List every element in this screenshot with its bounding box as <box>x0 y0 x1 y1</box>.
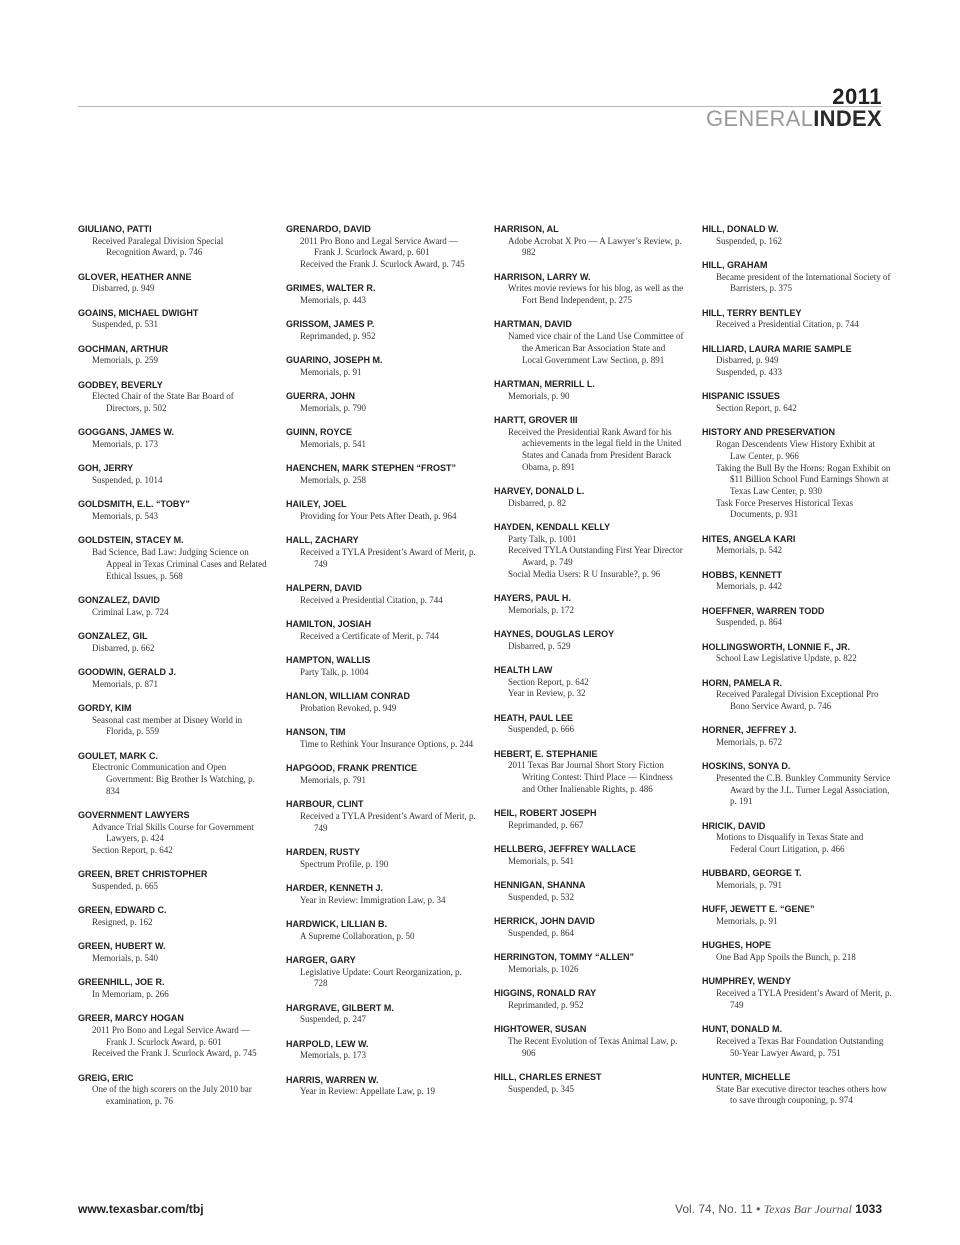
entry-reference: Suspended, p. 247 <box>300 1014 366 1025</box>
index-entry <box>78 499 268 522</box>
entry-name: HARDWICK, LILLIAN B. <box>286 918 387 929</box>
entry-reference: Section Report, p. 642 <box>716 403 797 414</box>
entry-name: HOEFFNER, WARREN TODD <box>702 605 825 616</box>
entry-name: GREEN, HUBERT W. <box>78 941 166 952</box>
index-entry <box>494 593 684 616</box>
entry-reference: Disbarred, p. 949 <box>716 355 779 366</box>
entry-reference: Bad Science, Bad Law: Judging Science on Appeal in Texas Criminal Cases and Related Ethical Issues, p. 568 <box>92 547 267 581</box>
index-entry <box>702 868 892 891</box>
entry-reference: Received TYLA Outstanding First Year Director Award, p. 749 <box>508 545 683 568</box>
entry-reference: Year in Review: Immigration Law, p. 34 <box>300 894 446 905</box>
index-entry <box>78 535 268 582</box>
index-entry <box>702 260 892 295</box>
entry-reference: Criminal Law, p. 724 <box>92 606 169 617</box>
index-entry <box>286 463 476 486</box>
index-entry <box>78 344 268 367</box>
index-entry <box>286 583 476 606</box>
index-entry <box>286 691 476 714</box>
entry-reference: Party Talk, p. 1004 <box>300 666 369 677</box>
entry-name: HAMPTON, WALLIS <box>286 655 371 666</box>
index-entry <box>78 272 268 295</box>
entry-name: HAYNES, DOUGLAS LEROY <box>494 629 615 640</box>
index-entry <box>702 1024 892 1059</box>
index-entry <box>286 535 476 570</box>
entry-name: GREEN, EDWARD C. <box>78 905 167 916</box>
index-entry <box>286 319 476 342</box>
index-entry <box>286 224 476 271</box>
entry-reference: Memorials, p. 542 <box>716 545 782 556</box>
entry-reference: Social Media Users: R U Insurable?, p. 96 <box>508 568 661 579</box>
entry-reference: 2011 Pro Bono and Legal Service Award — Frank J. Scurlock Award, p. 601 <box>92 1025 251 1047</box>
entry-reference: Memorials, p. 91 <box>716 916 778 927</box>
entry-reference: Time to Rethink Your Insurance Options, p. 244 <box>300 738 474 749</box>
index-column-2 <box>286 224 476 1111</box>
footer-url[interactable]: www.texasbar.com/tbj <box>78 1202 204 1216</box>
index-entry <box>78 595 268 618</box>
entry-reference: A Supreme Collaboration, p. 50 <box>300 930 415 941</box>
entry-name: HILL, DONALD W. <box>702 224 779 234</box>
entry-name: HUNT, DONALD M. <box>702 1024 782 1035</box>
entry-name: HILLIARD, LAURA MARIE SAMPLE <box>702 343 852 354</box>
index-entry <box>494 415 684 474</box>
index-entry <box>286 655 476 678</box>
index-entry <box>702 606 892 629</box>
entry-reference: Suspended, p. 665 <box>92 881 158 892</box>
entry-name: HARTT, GROVER III <box>494 414 578 425</box>
entry-reference: Memorials, p. 672 <box>716 737 782 748</box>
index-entry <box>702 725 892 748</box>
entry-reference: The Recent Evolution of Texas Animal Law, p. 906 <box>508 1035 678 1058</box>
index-entry <box>494 808 684 831</box>
entry-name: HARTMAN, DAVID <box>494 319 572 330</box>
entry-reference: Received Paralegal Division Special Recognition Award, p. 746 <box>92 235 224 258</box>
entry-name: GUARINO, JOSEPH M. <box>286 355 383 366</box>
entry-reference: 2011 Texas Bar Journal Short Story Fiction Writing Contest: Third Place — Kindness and Other Inalienable Rights, p. 486 <box>508 760 673 794</box>
entry-reference: Memorials, p. 543 <box>92 511 158 522</box>
index-entry <box>494 486 684 509</box>
index-entry <box>78 427 268 450</box>
entry-reference: Taking the Bull By the Horns: Rogan Exhibit on $11 Billion School Fund Earnings Shown at Texas Law Center, p. 930 <box>716 462 891 496</box>
entry-reference: School Law Legislative Update, p. 822 <box>716 653 857 664</box>
index-entry <box>494 713 684 736</box>
entry-name: HAMILTON, JOSIAH <box>286 619 372 630</box>
index-entry <box>494 1072 684 1095</box>
index-entry <box>702 821 892 856</box>
entry-reference: Presented the C.B. Bunkley Community Service Award by the J.L. Turner Legal Association, p. 191 <box>716 773 891 807</box>
entry-reference: Spectrum Profile, p. 190 <box>300 858 389 869</box>
index-entry <box>702 976 892 1011</box>
entry-name: HAYERS, PAUL H. <box>494 593 571 604</box>
entry-reference: In Memoriam, p. 266 <box>92 989 169 1000</box>
entry-reference: Received the Frank J. Scurlock Award, p. 745 <box>92 1048 257 1059</box>
entry-reference: One Bad App Spoils the Bunch, p. 218 <box>716 952 856 963</box>
entry-reference: Disbarred, p. 82 <box>508 497 566 508</box>
entry-name: GREENHILL, JOE R. <box>78 977 165 988</box>
index-entry <box>286 1039 476 1062</box>
index-entry <box>78 1013 268 1060</box>
entry-name: GORDY, KIM <box>78 702 132 713</box>
entry-reference: Reprimanded, p. 952 <box>300 331 376 342</box>
index-entry <box>494 844 684 867</box>
entry-reference: Received a TYLA President’s Award of Merit, p. 749 <box>300 810 476 833</box>
entry-reference: Electronic Communication and Open Government: Big Brother Is Watching, p. 834 <box>92 762 255 796</box>
entry-reference: Memorials, p. 258 <box>300 475 366 486</box>
index-entry <box>494 952 684 975</box>
entry-name: GOODWIN, GERALD J. <box>78 666 177 677</box>
entry-reference: Received a TYLA President’s Award of Merit, p. 749 <box>300 547 476 569</box>
index-entry <box>286 883 476 906</box>
entry-name: HALPERN, DAVID <box>286 583 362 594</box>
entry-reference: Disbarred, p. 529 <box>508 640 571 651</box>
entry-reference: 2011 Pro Bono and Legal Service Award — Frank J. Scurlock Award, p. 601 <box>300 235 459 258</box>
index-entry <box>702 427 892 521</box>
entry-name: HEATH, PAUL LEE <box>494 712 574 723</box>
entry-name: HORNER, JEFFREY J. <box>702 725 797 736</box>
index-entry <box>494 629 684 652</box>
entry-name: HARRIS, WARREN W. <box>286 1074 379 1085</box>
entry-name: HORN, PAMELA R. <box>702 677 782 688</box>
entry-name: HARRISON, LARRY W. <box>494 271 591 282</box>
index-entry <box>78 810 268 857</box>
entry-reference: Suspended, p. 666 <box>508 724 574 735</box>
index-entry <box>286 919 476 942</box>
index-entry <box>702 1072 892 1107</box>
entry-reference: Memorials, p. 791 <box>716 880 782 891</box>
entry-reference: Resigned, p. 162 <box>92 917 153 928</box>
entry-name: HIGHTOWER, SUSAN <box>494 1024 587 1035</box>
entry-reference: State Bar executive director teaches others how to save through couponing, p. 974 <box>716 1083 887 1106</box>
index-entry <box>286 619 476 642</box>
entry-reference: Received a Texas Bar Foundation Outstanding 50-Year Lawyer Award, p. 751 <box>716 1035 884 1058</box>
entry-name: GODBEY, BEVERLY <box>78 379 163 390</box>
entry-name: HUBBARD, GEORGE T. <box>702 868 802 879</box>
entry-reference: Received Paralegal Division Exceptional Pro Bono Service Award, p. 746 <box>716 689 879 712</box>
index-entry <box>702 344 892 379</box>
index-entry <box>78 869 268 892</box>
entry-reference: Motions to Disqualify in Texas State and Federal Court Litigation, p. 466 <box>716 832 864 855</box>
entry-reference: Memorials, p. 91 <box>300 367 362 378</box>
entry-name: GOLDSMITH, E.L. “TOBY” <box>78 499 190 510</box>
index-entry <box>494 1024 684 1059</box>
entry-reference: Legislative Update: Court Reorganization, p. 728 <box>300 966 462 989</box>
entry-name: HARVEY, DONALD L. <box>494 485 585 496</box>
index-entry <box>494 522 684 581</box>
entry-name: HISPANIC ISSUES <box>702 391 780 402</box>
entry-name: HITES, ANGELA KARI <box>702 533 796 544</box>
entry-reference: Probation Revoked, p. 949 <box>300 702 397 713</box>
entry-name: HANLON, WILLIAM CONRAD <box>286 691 410 702</box>
entry-reference: Adobe Acrobat X Pro — A Lawyer’s Review, p. 982 <box>508 235 682 258</box>
entry-reference: Suspended, p. 864 <box>508 927 574 938</box>
entry-reference: Rogan Descendents View History Exhibit at Law Center, p. 966 <box>716 439 876 461</box>
index-entry <box>702 534 892 557</box>
entry-name: GUERRA, JOHN <box>286 391 356 402</box>
title-bold: INDEX <box>813 106 882 131</box>
index-title <box>706 106 882 132</box>
entry-reference: One of the high scorers on the July 2010 bar examination, p. 76 <box>92 1084 252 1107</box>
entry-name: HARGRAVE, GILBERT M. <box>286 1002 394 1013</box>
entry-name: GREIG, ERIC <box>78 1072 134 1083</box>
entry-reference: Suspended, p. 162 <box>716 235 782 246</box>
entry-name: HUFF, JEWETT E. “GENE” <box>702 904 815 915</box>
index-entry <box>702 940 892 963</box>
index-entry <box>78 941 268 964</box>
entry-name: GREEN, BRET CHRISTOPHER <box>78 869 208 880</box>
entry-reference: Memorials, p. 173 <box>300 1050 366 1061</box>
entry-name: GOGGANS, JAMES W. <box>78 427 175 438</box>
index-entry <box>78 977 268 1000</box>
index-entry <box>494 224 684 259</box>
index-entry <box>286 847 476 870</box>
entry-name: HAYDEN, KENDALL KELLY <box>494 521 611 532</box>
entry-reference: Memorials, p. 871 <box>92 678 158 689</box>
entry-reference: Received a TYLA President’s Award of Merit, p. 749 <box>716 988 892 1010</box>
index-entry <box>286 1003 476 1026</box>
entry-reference: Writes movie reviews for his blog, as well as the Fort Bend Independent, p. 275 <box>508 283 684 306</box>
entry-reference: Section Report, p. 642 <box>508 676 589 687</box>
index-entry <box>286 391 476 414</box>
entry-name: HERRICK, JOHN DAVID <box>494 916 595 927</box>
entry-reference: Received the Frank J. Scurlock Award, p. 745 <box>300 259 465 270</box>
entry-reference: Providing for Your Pets After Death, p. 964 <box>300 511 457 522</box>
entry-reference: Memorials, p. 172 <box>508 604 574 615</box>
footer-volume: Vol. 74, No. 11 <box>674 1202 753 1216</box>
index-entry <box>286 799 476 834</box>
entry-reference: Year in Review, p. 32 <box>508 688 586 699</box>
entry-reference: Memorials, p. 541 <box>300 439 366 450</box>
entry-reference: Reprimanded, p. 667 <box>508 819 584 830</box>
entry-name: GLOVER, HEATHER ANNE <box>78 271 192 282</box>
entry-name: HEALTH LAW <box>494 665 553 676</box>
entry-name: HUGHES, HOPE <box>702 940 772 951</box>
index-entry <box>494 916 684 939</box>
index-entry <box>494 319 684 366</box>
index-entry <box>78 224 268 259</box>
index-column-1 <box>78 224 268 1120</box>
index-entry <box>494 880 684 903</box>
index-entry <box>286 499 476 522</box>
entry-reference: Memorials, p. 540 <box>92 953 158 964</box>
index-entry <box>78 380 268 415</box>
index-entry <box>702 570 892 593</box>
entry-name: HEIL, ROBERT JOSEPH <box>494 808 597 819</box>
entry-name: HEBERT, E. STEPHANIE <box>494 748 598 759</box>
entry-reference: Suspended, p. 1014 <box>92 475 163 486</box>
entry-name: HIGGINS, RONALD RAY <box>494 988 597 999</box>
entry-name: GOAINS, MICHAEL DWIGHT <box>78 307 199 318</box>
entry-reference: Named vice chair of the Land Use Committee of the American Bar Association State and Local Government Law Section, p. 891 <box>508 331 684 365</box>
entry-name: HARGER, GARY <box>286 954 356 965</box>
index-entry <box>494 749 684 796</box>
entry-reference: Disbarred, p. 949 <box>92 283 155 294</box>
index-entry <box>702 904 892 927</box>
entry-name: GUINN, ROYCE <box>286 427 353 438</box>
entry-name: HARPOLD, LEW W. <box>286 1038 369 1049</box>
footer-magazine: Texas Bar Journal <box>763 1202 852 1216</box>
index-year: 2011 <box>832 84 882 109</box>
index-entry <box>494 988 684 1011</box>
entry-name: HARTMAN, MERRILL L. <box>494 378 595 389</box>
entry-reference: Received a Certificate of Merit, p. 744 <box>300 630 439 641</box>
entry-name: HILL, TERRY BENTLEY <box>702 307 802 318</box>
entry-reference: Elected Chair of the State Bar Board of Directors, p. 502 <box>92 391 234 414</box>
entry-reference: Memorials, p. 790 <box>300 403 366 414</box>
entry-reference: Received a Presidential Citation, p. 744 <box>716 319 859 330</box>
entry-name: HARDER, KENNETH J. <box>286 882 384 893</box>
entry-reference: Memorials, p. 259 <box>92 355 158 366</box>
index-entry <box>702 391 892 414</box>
entry-name: HUMPHREY, WENDY <box>702 976 792 987</box>
index-entry <box>702 642 892 665</box>
entry-name: HILL, GRAHAM <box>702 260 768 270</box>
entry-name: HOLLINGSWORTH, LONNIE F., JR. <box>702 641 850 652</box>
entry-name: HARRISON, AL <box>494 224 559 234</box>
entry-reference: Became president of the International Society of Barristers, p. 375 <box>716 271 891 294</box>
entry-name: GREER, MARCY HOGAN <box>78 1013 184 1024</box>
entry-reference: Memorials, p. 173 <box>92 439 158 450</box>
entry-reference: Suspended, p. 345 <box>508 1083 574 1094</box>
index-entry <box>494 379 684 402</box>
entry-reference: Memorials, p. 1026 <box>508 963 579 974</box>
index-entry <box>494 665 684 700</box>
entry-reference: Disbarred, p. 662 <box>92 642 155 653</box>
index-entry <box>78 1073 268 1108</box>
entry-name: HAILEY, JOEL <box>286 499 347 510</box>
entry-name: GOCHMAN, ARTHUR <box>78 343 169 354</box>
entry-name: HALL, ZACHARY <box>286 535 359 546</box>
index-entry <box>78 463 268 486</box>
index-entry <box>286 283 476 306</box>
index-entry <box>286 763 476 786</box>
entry-name: HISTORY AND PRESERVATION <box>702 427 836 438</box>
entry-reference: Memorials, p. 90 <box>508 390 570 401</box>
index-entry <box>286 727 476 750</box>
entry-reference: Memorials, p. 541 <box>508 855 574 866</box>
index-entry <box>286 1075 476 1098</box>
entry-name: HERRINGTON, TOMMY “ALLEN” <box>494 952 635 963</box>
index-entry <box>78 751 268 798</box>
footer-bullet: • <box>756 1202 761 1216</box>
entry-name: HARDEN, RUSTY <box>286 846 361 857</box>
index-entry <box>286 355 476 378</box>
index-entry <box>702 761 892 808</box>
entry-reference: Memorials, p. 791 <box>300 774 366 785</box>
entry-reference: Memorials, p. 442 <box>716 581 782 592</box>
entry-name: HAPGOOD, FRANK PRENTICE <box>286 763 418 774</box>
entry-reference: Party Talk, p. 1001 <box>508 533 577 544</box>
footer-info <box>675 1202 882 1217</box>
entry-name: GRIMES, WALTER R. <box>286 283 376 294</box>
footer-page-number: 1033 <box>855 1202 882 1216</box>
index-entry <box>702 678 892 713</box>
index-column-3 <box>494 224 684 1108</box>
entry-name: HOSKINS, SONYA D. <box>702 761 791 772</box>
entry-name: HARBOUR, CLINT <box>286 799 364 810</box>
index-entry <box>702 224 892 247</box>
index-entry <box>78 905 268 928</box>
entry-name: HOBBS, KENNETT <box>702 569 783 580</box>
entry-name: GIULIANO, PATTI <box>78 224 152 234</box>
entry-name: GOULET, MARK C. <box>78 750 158 761</box>
entry-name: HANSON, TIM <box>286 727 346 738</box>
index-entry <box>702 308 892 331</box>
entry-name: HILL, CHARLES ERNEST <box>494 1071 602 1082</box>
title-light: GENERAL <box>706 106 814 131</box>
index-entry <box>286 955 476 990</box>
index-entry <box>78 667 268 690</box>
index-entry <box>78 703 268 738</box>
entry-name: GOH, JERRY <box>78 463 134 474</box>
entry-reference: Suspended, p. 864 <box>716 617 782 628</box>
entry-reference: Section Report, p. 642 <box>92 845 173 856</box>
index-entry <box>78 308 268 331</box>
index-entry <box>78 631 268 654</box>
index-entry <box>286 427 476 450</box>
entry-name: HAENCHEN, MARK STEPHEN “FROST” <box>286 463 457 474</box>
entry-reference: Reprimanded, p. 952 <box>508 999 584 1010</box>
entry-reference: Suspended, p. 532 <box>508 891 574 902</box>
entry-name: GRISSOM, JAMES P. <box>286 319 375 330</box>
entry-name: GOLDSTEIN, STACEY M. <box>78 535 184 546</box>
index-entry <box>494 272 684 307</box>
entry-reference: Received the Presidential Rank Award for his achievements in the legal field in the United States and Canada from President Barack Obama, p. 891 <box>508 426 682 472</box>
entry-reference: Seasonal cast member at Disney World in Florida, p. 559 <box>92 714 243 737</box>
entry-reference: Year in Review: Appellate Law, p. 19 <box>300 1086 435 1097</box>
entry-name: GOVERNMENT LAWYERS <box>78 809 190 820</box>
entry-reference: Memorials, p. 443 <box>300 295 366 306</box>
entry-reference: Suspended, p. 531 <box>92 319 158 330</box>
index-column-4 <box>702 224 892 1120</box>
entry-reference: Suspended, p. 433 <box>716 367 782 378</box>
entry-reference: Advance Trial Skills Course for Government Lawyers, p. 424 <box>92 821 254 844</box>
entry-name: GONZALEZ, DAVID <box>78 594 160 605</box>
entry-name: GRENARDO, DAVID <box>286 224 371 234</box>
entry-name: HENNIGAN, SHANNA <box>494 880 586 891</box>
entry-name: GONZALEZ, GIL <box>78 630 148 641</box>
entry-reference: Task Force Preserves Historical Texas Documents, p. 931 <box>716 497 854 520</box>
entry-name: HELLBERG, JEFFREY WALLACE <box>494 844 636 855</box>
entry-name: HRICIK, DAVID <box>702 820 766 831</box>
entry-name: HUNTER, MICHELLE <box>702 1071 791 1082</box>
entry-reference: Received a Presidential Citation, p. 744 <box>300 594 443 605</box>
